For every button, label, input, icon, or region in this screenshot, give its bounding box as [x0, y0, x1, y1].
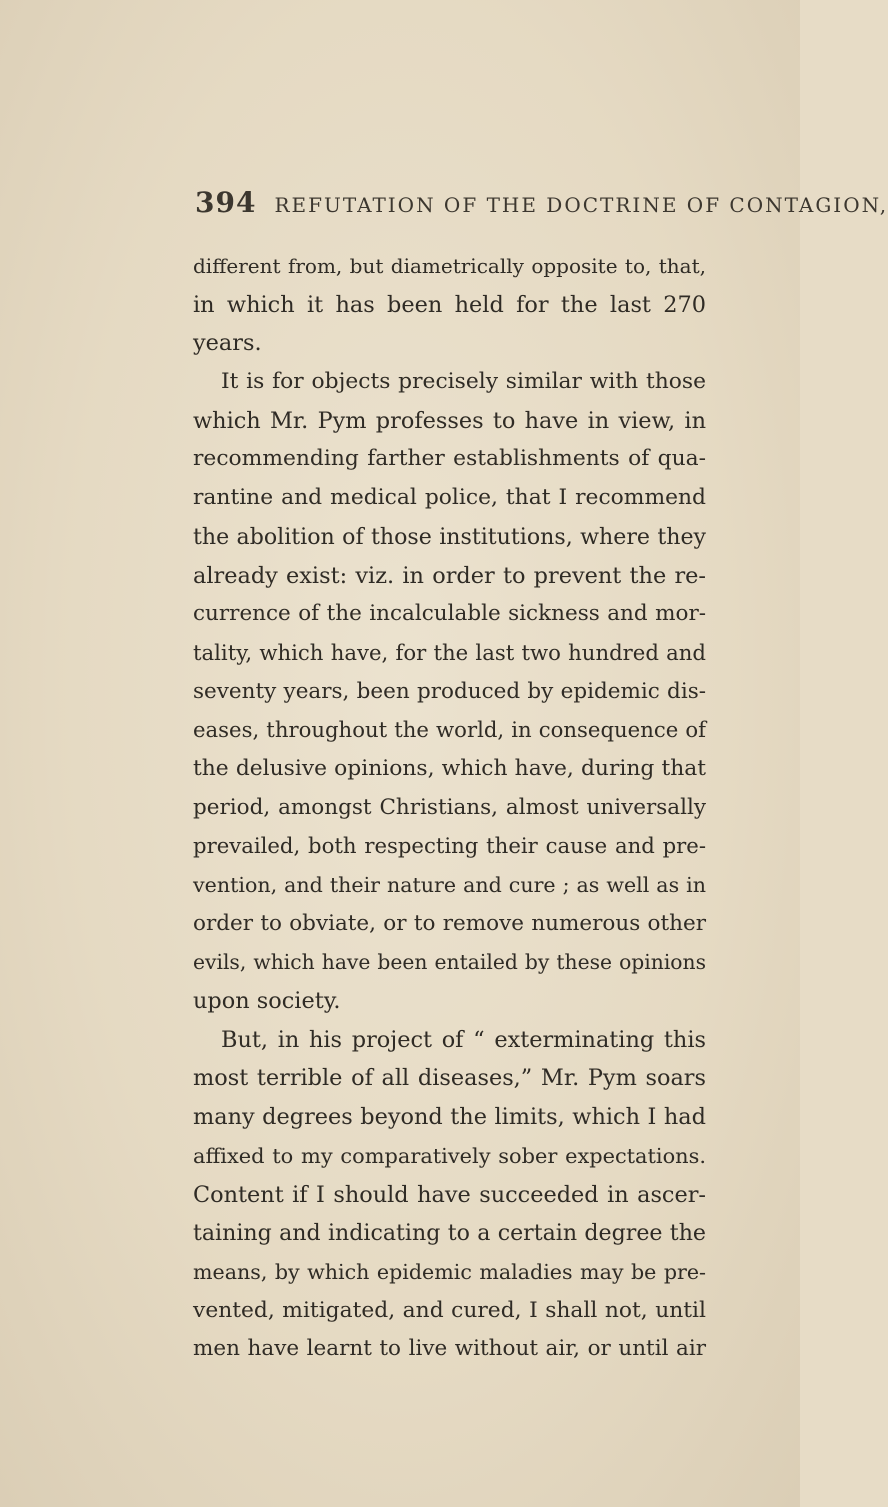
- text-line: vention, and their nature and cure ; as well as in: [193, 873, 706, 897]
- text-line: men have learnt to live without air, or until air: [193, 1336, 706, 1362]
- text-line: the abolition of those institutions, where they: [193, 523, 706, 550]
- text-line: recommending farther establishments of qua-: [193, 446, 706, 472]
- text-line: Content if I should have succeeded in ascer-: [193, 1181, 706, 1208]
- body-text: [193, 247, 706, 1369]
- text-line: rantine and medical police, that I recommend: [193, 485, 706, 511]
- text-line: period, amongst Christians, almost universally: [193, 794, 706, 820]
- text-line: prevailed, both respecting their cause and pre-: [193, 833, 706, 859]
- text-line: But, in his project of “ exterminating this: [221, 1026, 706, 1053]
- text-line: taining and indicating to a certain degree the: [193, 1220, 706, 1247]
- text-line: most terrible of all diseases,” Mr. Pym soars: [193, 1065, 706, 1092]
- text-line: many degrees beyond the limits, which I had: [193, 1104, 706, 1131]
- text-line: already exist: viz. in order to prevent the re-: [193, 562, 706, 589]
- text-line: which Mr. Pym professes to have in view, in: [193, 407, 706, 434]
- text-line: eases, throughout the world, in consequence of: [193, 717, 706, 743]
- text-line: means, by which epidemic maladies may be pre-: [193, 1259, 706, 1284]
- text-line: upon society.: [193, 988, 341, 1015]
- text-line: different from, but diametrically opposite to, that,: [193, 254, 706, 278]
- text-line: in which it has been held for the last 270: [193, 291, 706, 318]
- text-line: seventy years, been produced by epidemic dis-: [193, 678, 706, 704]
- text-line: tality, which have, for the last two hundred and: [193, 639, 706, 665]
- page-number: 394: [195, 186, 257, 219]
- text-line: currence of the incalculable sickness and mor-: [193, 601, 706, 627]
- page-header: [195, 186, 888, 226]
- text-line: years.: [193, 330, 262, 357]
- text-line: vented, mitigated, and cured, I shall not, until: [193, 1297, 706, 1323]
- text-line: affixed to my comparatively sober expectations.: [193, 1143, 706, 1168]
- text-line: order to obviate, or to remove numerous other: [193, 910, 706, 936]
- text-line: It is for objects precisely similar with those: [221, 369, 706, 395]
- text-line: the delusive opinions, which have, during that: [193, 755, 706, 781]
- running-head: REFUTATION OF THE DOCTRINE OF CONTAGION,: [274, 193, 888, 217]
- text-line: evils, which have been entailed by these opinions: [193, 950, 706, 975]
